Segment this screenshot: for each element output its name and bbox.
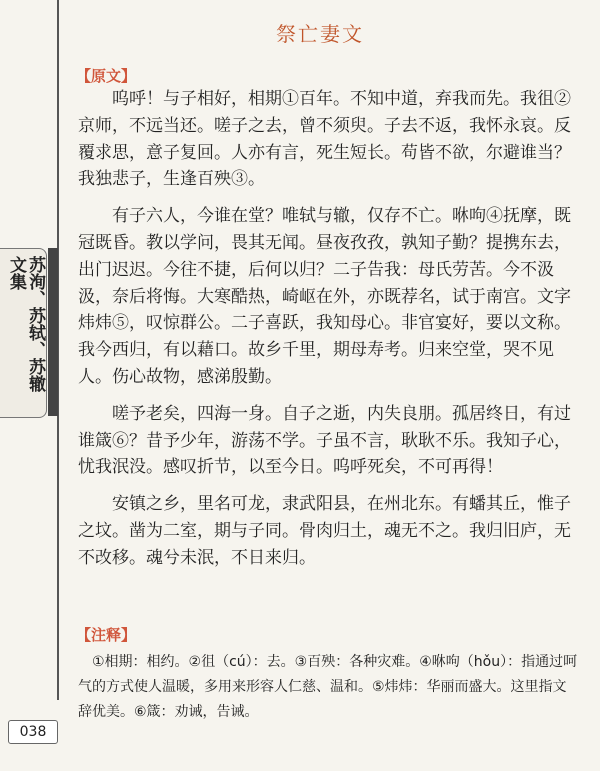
section-label-original: 【原文】 — [76, 67, 137, 85]
side-dark-bar — [48, 248, 58, 416]
section-label-notes: 【注释】 — [76, 626, 137, 644]
paragraph: 嗟予老矣，四海一身。自子之逝，内失良朋。孤居终日，有过谁箴⑥？昔予少年，游荡不学。子虽不言，耿耿不乐。我知子心，忧我泯没。感叹折节，以至今日。呜呼死矣，不可再得！ — [78, 403, 571, 478]
note-paragraph: ①相期：相约。②徂（cú）：去。③百殃：各种灾难。④咻呴（hǒu）：指通过呵气的方式使人温暖，多用来形容人仁慈、温和。⑤炜炜：华丽而盛大。这里指文辞优美。⑥箴：劝诫，告诫。 — [78, 654, 578, 720]
page-number: 038 — [8, 720, 58, 744]
notes-text — [78, 650, 578, 725]
original-text — [78, 86, 578, 582]
paragraph: 呜呼！与子相好，相期①百年。不知中道，弃我而先。我徂②京师，不远当还。嗟子之去，曾不须臾。子去不返，我怀永哀。反覆求思，意子复回。人亦有言，死生短长。苟皆不欲，尔避谁当？我独悲子，生逢百殃③。 — [78, 89, 571, 190]
page-title: 祭亡妻文 — [276, 22, 364, 46]
paragraph: 安镇之乡，里名可龙，隶武阳县，在州北东。有蟠其丘，惟子之坟。凿为二室，期与子同。骨肉归土，魂无不之。我归旧庐，无不改移。魂兮未泯，不日来归。 — [78, 494, 571, 568]
sidebar — [0, 0, 64, 771]
paragraph: 有子六人，今谁在堂？唯轼与辙，仅存不亡。咻呴④抚摩，既冠既昏。教以学问，畏其无闻。昼夜孜孜，孰知子勤？提携东去，出门迟迟。今往不捷，后何以归？二子告我：母氏劳苦。今不汲汲，奈后将悔。大寒酷热，崎岖在外，亦既荐名，试于南宫。文字炜炜⑤，叹惊群公。二子喜跃，我知母心。非官宴好，要以文称。我今西归，有以藉口。故乡千里，期母寿考。归来空堂，哭不见人。伤心故物，感涕殷勤。 — [78, 206, 571, 387]
book-title-label: 苏洵、苏轼、苏辙文集 — [6, 256, 45, 392]
